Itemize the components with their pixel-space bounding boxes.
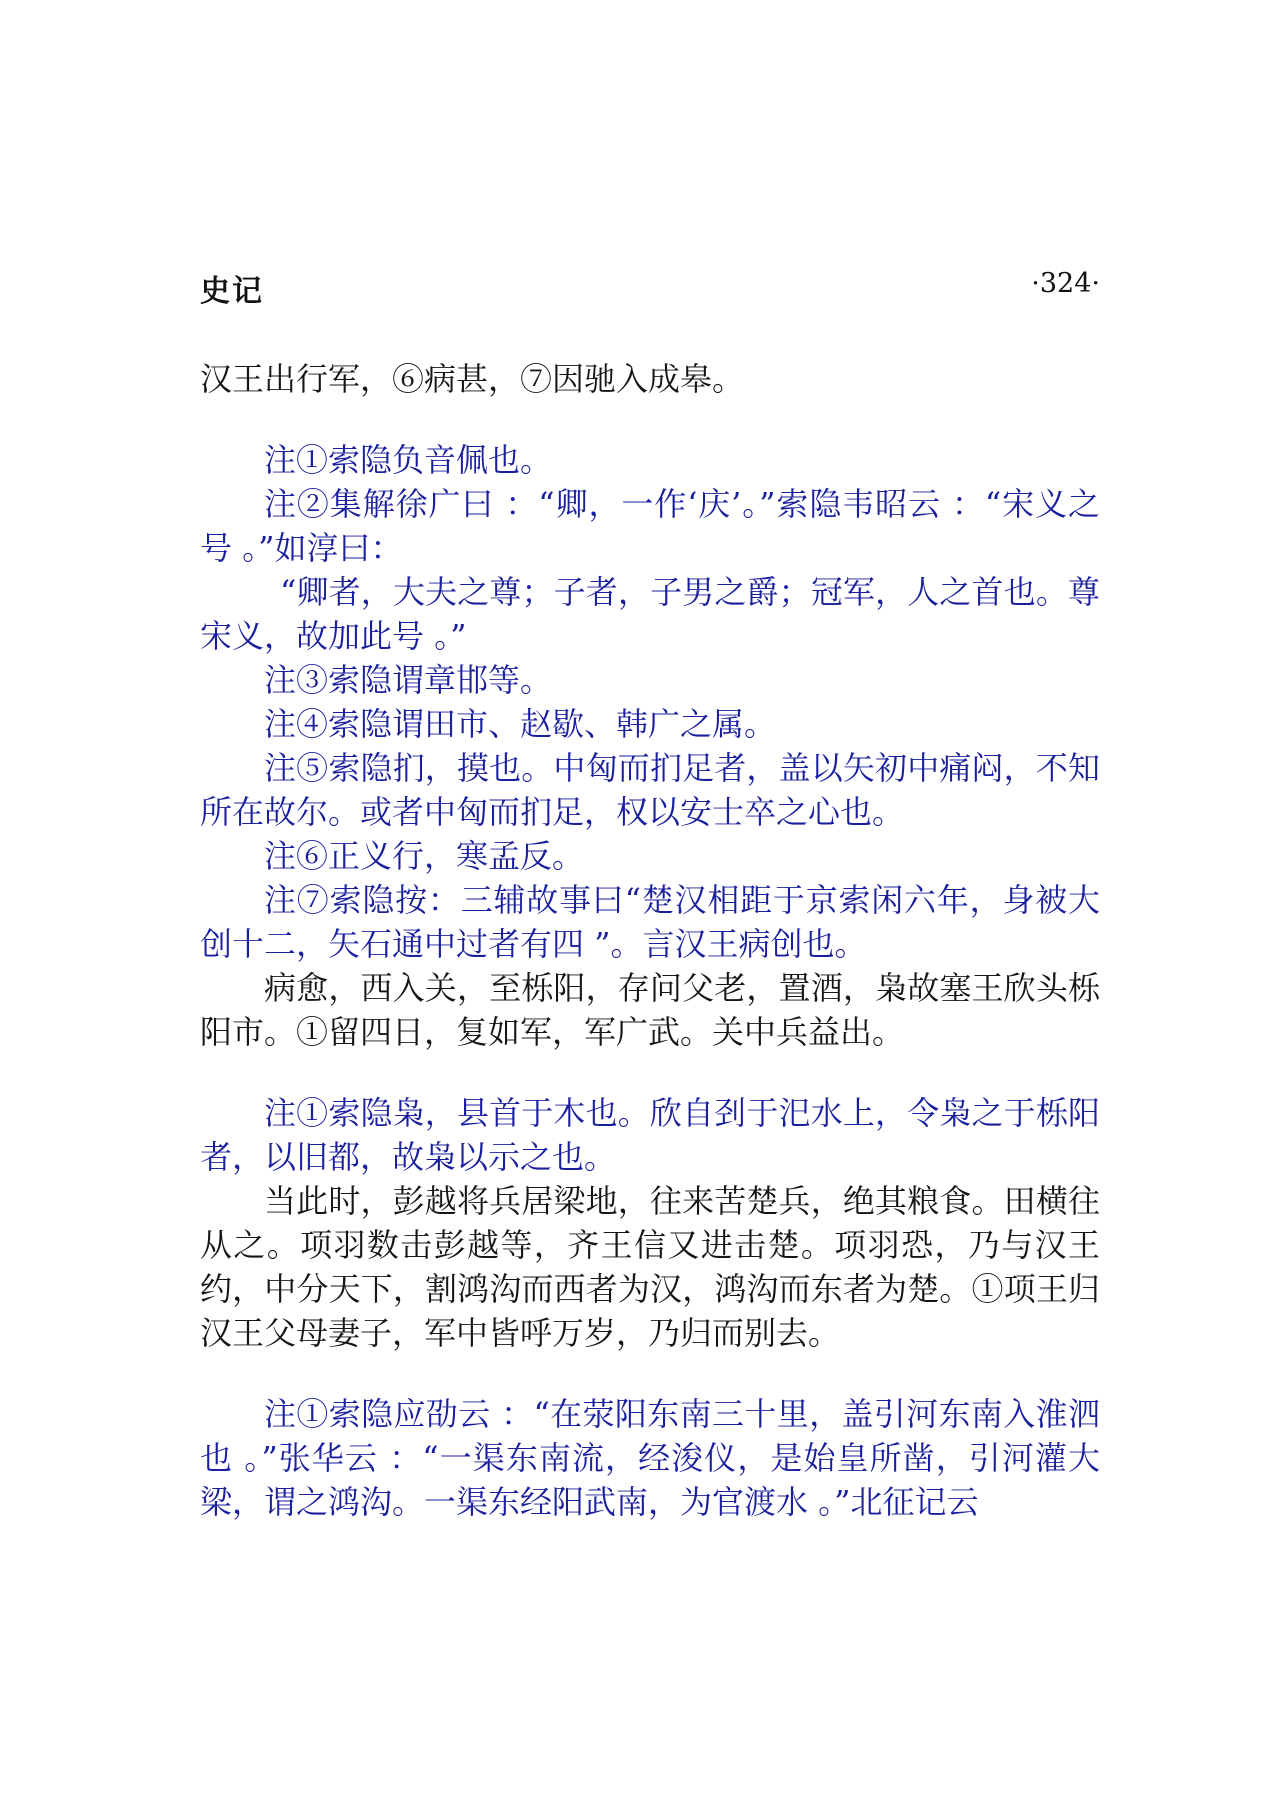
annotation-paragraph: 注⑦索隐按：三辅故事曰“楚汉相距于京索闲六年，身被大创十二，矢石通中过者有四 ”。言汉王病创也。 (200, 881, 1100, 963)
annotation-paragraph: 注①索隐负音佩也。 (264, 441, 553, 479)
main-text-paragraph: 病愈，西入关，至栎阳，存问父老，置酒，枭故塞王欣头栎阳市。①留四日，复如军，军广武。关中兵益出。 (200, 969, 1100, 1051)
annotation-paragraph: 注②集解徐广曰 ：“卿，一作‘庆’。”索隐韦昭云 ：“宋义之号 。”如淳曰： (200, 485, 1100, 567)
page-number: ·324· (1031, 268, 1100, 299)
annotation-paragraph: 注③索隐谓章邯等。 (264, 661, 553, 699)
annotation-quote-paragraph: “卿者，大夫之尊；子者，子男之爵；冠军，人之首也。尊宋义，故加此号 。” (200, 573, 1100, 655)
paragraph-gap (200, 401, 1100, 438)
annotation-paragraph: 注①索隐枭，县首于木也。欣自刭于汜水上，令枭之于栎阳者，以旧都，故枭以示之也。 (200, 1094, 1100, 1176)
main-text-paragraph: 当此时，彭越将兵居梁地，往来苦楚兵，绝其粮食。田横往从之。项羽数击彭越等，齐王信又进击楚。项羽恐，乃与汉王约，中分天下，割鸿沟而西者为汉，鸿沟而东者为楚。①项王归汉王父母妻子，军中皆呼万岁，乃归而别去。 (200, 1182, 1100, 1352)
annotation-paragraph: 注⑥正义行，寒孟反。 (264, 837, 585, 875)
annotation-paragraph: 注①索隐应劭云 ：“在荥阳东南三十里，盖引河东南入淮泗也 。”张华云 ：“一渠东南流，经浚仪，是始皇所凿，引河灌大梁，谓之鸿沟。一渠东经阳武南，为官渡水 。”北征记云 (200, 1395, 1100, 1521)
main-text-paragraph: 汉王出行军，⑥病甚，⑦因驰入成皋。 (200, 360, 745, 398)
page-body (200, 357, 1100, 1524)
annotation-paragraph: 注⑤索隐扪，摸也。中匈而扪足者，盖以矢初中痛闷，不知所在故尔。或者中匈而扪足，权以安士卒之心也。 (200, 749, 1100, 831)
annotation-paragraph: 注④索隐谓田市、赵歇、韩广之属。 (264, 705, 777, 743)
paragraph-gap (200, 1054, 1100, 1091)
paragraph-gap (200, 1355, 1100, 1392)
page-header (200, 266, 1100, 310)
book-title: 史记 (200, 274, 264, 309)
